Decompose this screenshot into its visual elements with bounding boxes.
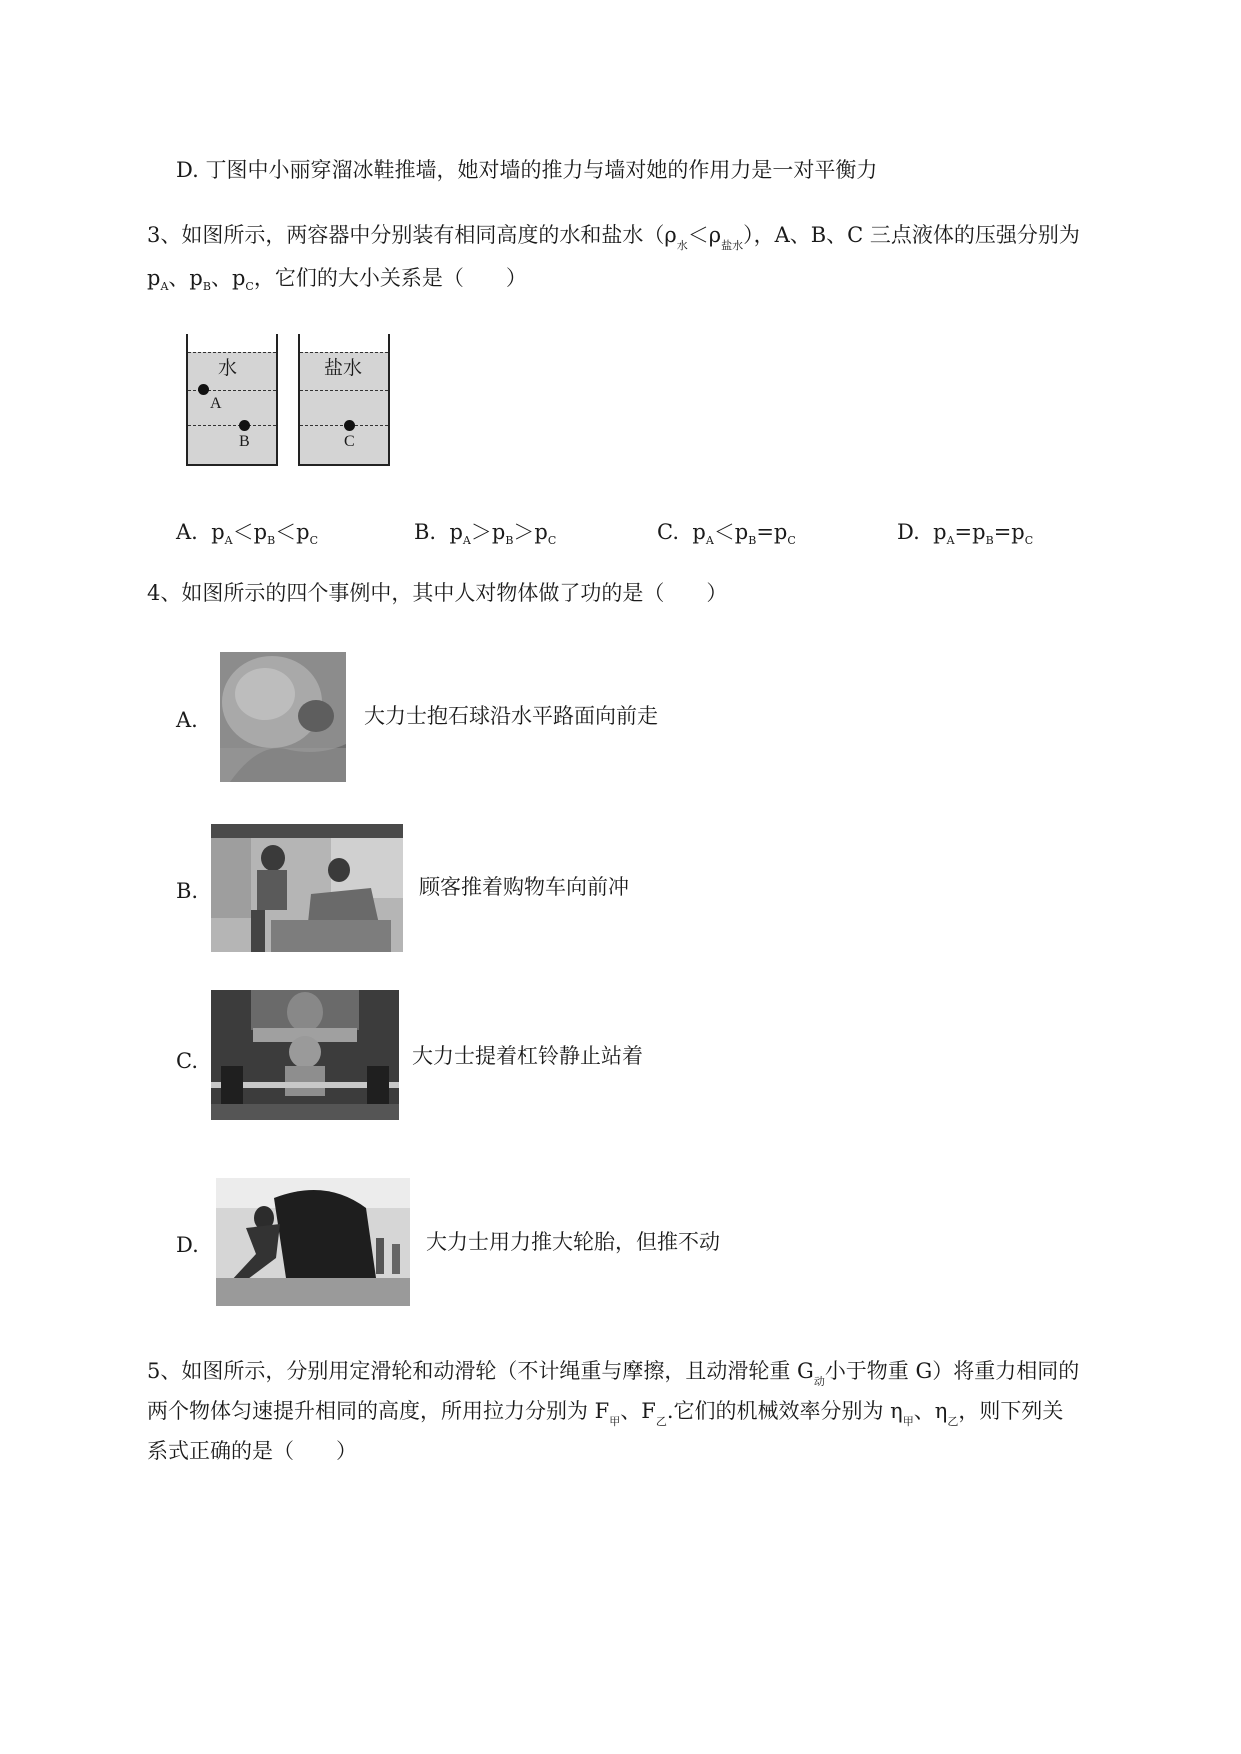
q3-p: p xyxy=(449,520,463,544)
q5-eta-sub-yi: 乙 xyxy=(947,1415,959,1428)
q5-line2-text-c: ，则下列关 xyxy=(958,1399,1064,1423)
q4-option-a-label: A. xyxy=(176,708,198,732)
q3-option-d-label: D. xyxy=(897,520,920,544)
water-container xyxy=(186,334,278,466)
q3-sub-b: B xyxy=(267,534,276,547)
q3-op: = xyxy=(756,520,774,544)
photo-strongman-barbell xyxy=(211,990,399,1120)
q3-sub-c: C xyxy=(245,280,254,293)
q5-line2-text-b: .它们的机械效率分别为 η xyxy=(666,1399,903,1423)
q3-p: p xyxy=(253,520,268,544)
salt-water-label: 盐水 xyxy=(324,358,363,379)
q3-op: ＜ xyxy=(713,520,735,544)
q3-sep: 、 xyxy=(210,266,232,290)
q3-option-c xyxy=(657,522,796,546)
q3-sub-c: C xyxy=(547,534,557,547)
q3-stem-text-c: ），A、B、C 三点液体的压强分别为 xyxy=(743,223,1080,247)
q3-sub-b: B xyxy=(202,280,211,293)
q3-p: p xyxy=(1011,520,1025,544)
q3-p: p xyxy=(734,520,749,544)
q3-sub-c: C xyxy=(787,534,796,547)
q3-option-b xyxy=(414,522,556,546)
q3-option-c-label: C. xyxy=(657,520,679,544)
q3-sub-a: A xyxy=(705,534,714,547)
q5-stem-line3: 系式正确的是（ ） xyxy=(147,1439,357,1463)
q5-f-sub-yi: 乙 xyxy=(655,1415,667,1428)
q3-stem-text-a: 3、如图所示，两容器中分别装有相同高度的水和盐水（ρ xyxy=(147,223,677,247)
q3-p: p xyxy=(972,520,986,544)
q4-stem: 4、如图所示的四个事例中，其中人对物体做了功的是（ ） xyxy=(147,581,728,605)
q3-option-a xyxy=(176,522,318,546)
q4-option-b-text: 顾客推着购物车向前冲 xyxy=(419,875,629,899)
q5-line1-text-b: 小于物重 G）将重力相同的 xyxy=(824,1359,1080,1383)
q3-option-a-label: A. xyxy=(176,520,198,544)
q3-op: = xyxy=(993,520,1012,544)
q4-option-c-text: 大力士提着杠铃静止站着 xyxy=(412,1044,643,1068)
q3-sub-c: C xyxy=(309,534,319,547)
q3-op: ＞ xyxy=(513,520,535,544)
q3-op: ＜ xyxy=(232,520,254,544)
q2-option-d: D. 丁图中小丽穿溜冰鞋推墙，她对墙的推力与墙对她的作用力是一对平衡力 xyxy=(176,158,878,182)
q3-sub-a: A xyxy=(946,534,955,547)
q3-rho-sub-water: 水 xyxy=(676,239,688,252)
q3-sub-b: B xyxy=(505,534,514,547)
q3-op: ＞ xyxy=(470,520,492,544)
q3-p: p xyxy=(933,520,947,544)
q3-p: p xyxy=(491,520,506,544)
point-c-label: C xyxy=(344,433,355,450)
q3-op: ＜ xyxy=(275,520,297,544)
q3-sep: 、 xyxy=(168,266,190,290)
photo-strongman-stone-ball xyxy=(220,652,346,782)
q3-p: p xyxy=(296,520,310,544)
q3-p: p xyxy=(692,520,706,544)
q3-option-d xyxy=(897,522,1033,546)
q3-stem-tail: ，它们的大小关系是（ ） xyxy=(253,266,527,290)
q3-p: p xyxy=(189,266,203,290)
q5-f-sub-jia: 甲 xyxy=(609,1415,621,1428)
q3-p: p xyxy=(147,266,161,290)
photo-shopping-cart xyxy=(211,824,403,952)
q3-sub-a: A xyxy=(224,534,233,547)
point-b-dot xyxy=(239,420,250,431)
q3-p: p xyxy=(773,520,788,544)
point-c-dot xyxy=(344,420,355,431)
point-b-label: B xyxy=(239,433,250,450)
q3-op: = xyxy=(954,520,973,544)
q5-eta-sub-jia: 甲 xyxy=(902,1415,914,1428)
q3-p: p xyxy=(231,266,246,290)
q3-sub-c: C xyxy=(1024,534,1034,547)
q5-g-sub: 动 xyxy=(813,1375,825,1388)
q5-line2-sep2: 、η xyxy=(913,1399,948,1423)
q3-stem-line1 xyxy=(147,225,1080,251)
photo-strongman-tire xyxy=(216,1178,410,1306)
q4-option-a-text: 大力士抱石球沿水平路面向前走 xyxy=(364,704,658,728)
q3-p: p xyxy=(534,520,548,544)
q4-option-c-label: C. xyxy=(176,1049,198,1073)
q4-option-d-label: D. xyxy=(176,1233,199,1257)
q3-containers-figure xyxy=(186,334,392,466)
q3-p: p xyxy=(211,520,225,544)
point-a-label: A xyxy=(210,395,222,412)
q5-line1-text-a: 5、如图所示，分别用定滑轮和动滑轮（不计绳重与摩擦，且动滑轮重 G xyxy=(147,1359,814,1383)
q3-sub-b: B xyxy=(985,534,994,547)
q5-stem-line1 xyxy=(147,1361,1079,1387)
q3-sub-b: B xyxy=(748,534,757,547)
q5-line2-sep: 、F xyxy=(620,1399,656,1423)
q3-stem-line2 xyxy=(147,268,527,292)
q3-option-b-label: B. xyxy=(414,520,437,544)
q4-option-d-text: 大力士用力推大轮胎，但推不动 xyxy=(426,1230,720,1254)
q3-sub-a: A xyxy=(160,280,169,293)
q3-rho-sub-salt: 盐水 xyxy=(721,239,744,252)
q5-stem-line2 xyxy=(147,1401,1063,1427)
q4-option-b-label: B. xyxy=(176,879,199,903)
point-a-dot xyxy=(198,384,209,395)
water-label: 水 xyxy=(218,358,238,379)
q3-sub-a: A xyxy=(462,534,471,547)
q5-line2-text-a: 两个物体匀速提升相同的高度，所用拉力分别为 F xyxy=(147,1399,610,1423)
q3-stem-text-b: ＜ρ xyxy=(687,223,722,247)
